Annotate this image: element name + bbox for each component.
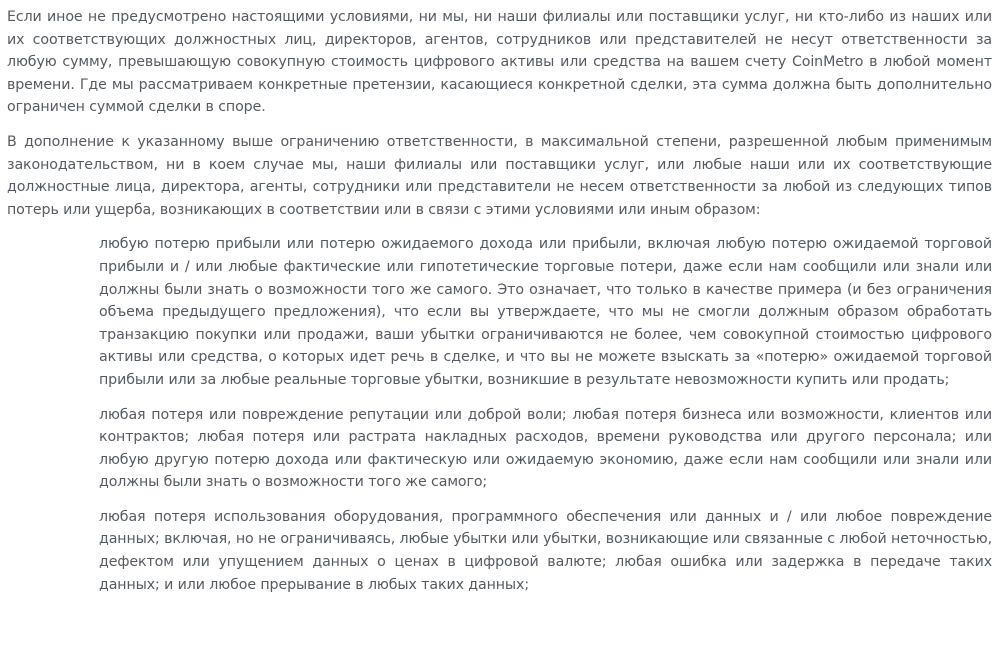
list-item-reputation-loss: любая потеря или повреждение репутации или доброй воли; любая потеря бизнеса или возможности, клиентов или контрактов; любая потеря или растрата накладных расходов, времени руководства или другого персонала; или любую другую потерю дохода или фактическую или ожидаемую экономию, даже если нам сообщили или знали или должны были знать о возможности того же самого; <box>99 406 992 491</box>
paragraph-excluded-losses: В дополнение к указанному выше ограничению ответственности, в максимальной степени, разрешенной любым применимым законодательством, ни в коем случае мы, наши филиалы или поставщики услуг, или любые наши или их соответствующие должностные лица, директора, агенты, сотрудники или представители не несем ответственности за любой из следующих типов потерь или ущерба, возникающих в соответствии или в связи с этими условиями или иным образом: <box>7 133 992 218</box>
list-item-lost-profit: любую потерю прибыли или потерю ожидаемого дохода или прибыли, включая любую потерю ожидаемой торговой прибыли и / или любые фактические или гипотетические торговые потери, даже если нам сообщили или знали или должны были знать о возможности того же самого. Это означает, что только в качестве примера (и без ограничения объема предыдущего предложения), что если вы утверждаете, что мы не смогли должным образом обработать транзакцию покупки или продажи, ваши убытки ограничиваются не более, чем совокупной стоимостью цифрового активы или средства, о которых идет речь в сделке, и что вы не можете взыскать за «потерю» ожидаемой торговой прибыли или за любые реальные торговые убытки, возникшие в результате невозможности купить или продать; <box>99 236 992 388</box>
list-item-data-loss: любая потеря использования оборудования, программного обеспечения или данных и / или любое повреждение данных; включая, но не ограничиваясь, любые убытки или убытки, возникающие или связанные с любой неточностью, дефектом или упущением данных о ценах в цифровой валюте; любая ошибка или задержка в передаче таких данных; и или любое прерывание в любых таких данных; <box>99 508 992 593</box>
excluded-losses-list <box>7 233 992 596</box>
paragraph-liability-cap: Если иное не предусмотрено настоящими условиями, ни мы, ни наши филиалы или поставщики услуг, ни кто-либо из наших или их соответствующих должностных лиц, директоров, агентов, сотрудников или представителей не несут ответственности за любую сумму, превышающую совокупную стоимость цифрового активы или средства на вашем счету CoinMetro в любой момент времени. Где мы рассматриваем конкретные претензии, касающиеся конкретной сделки, эта сумма должна быть дополнительно ограничен суммой сделки в споре. <box>7 9 992 116</box>
